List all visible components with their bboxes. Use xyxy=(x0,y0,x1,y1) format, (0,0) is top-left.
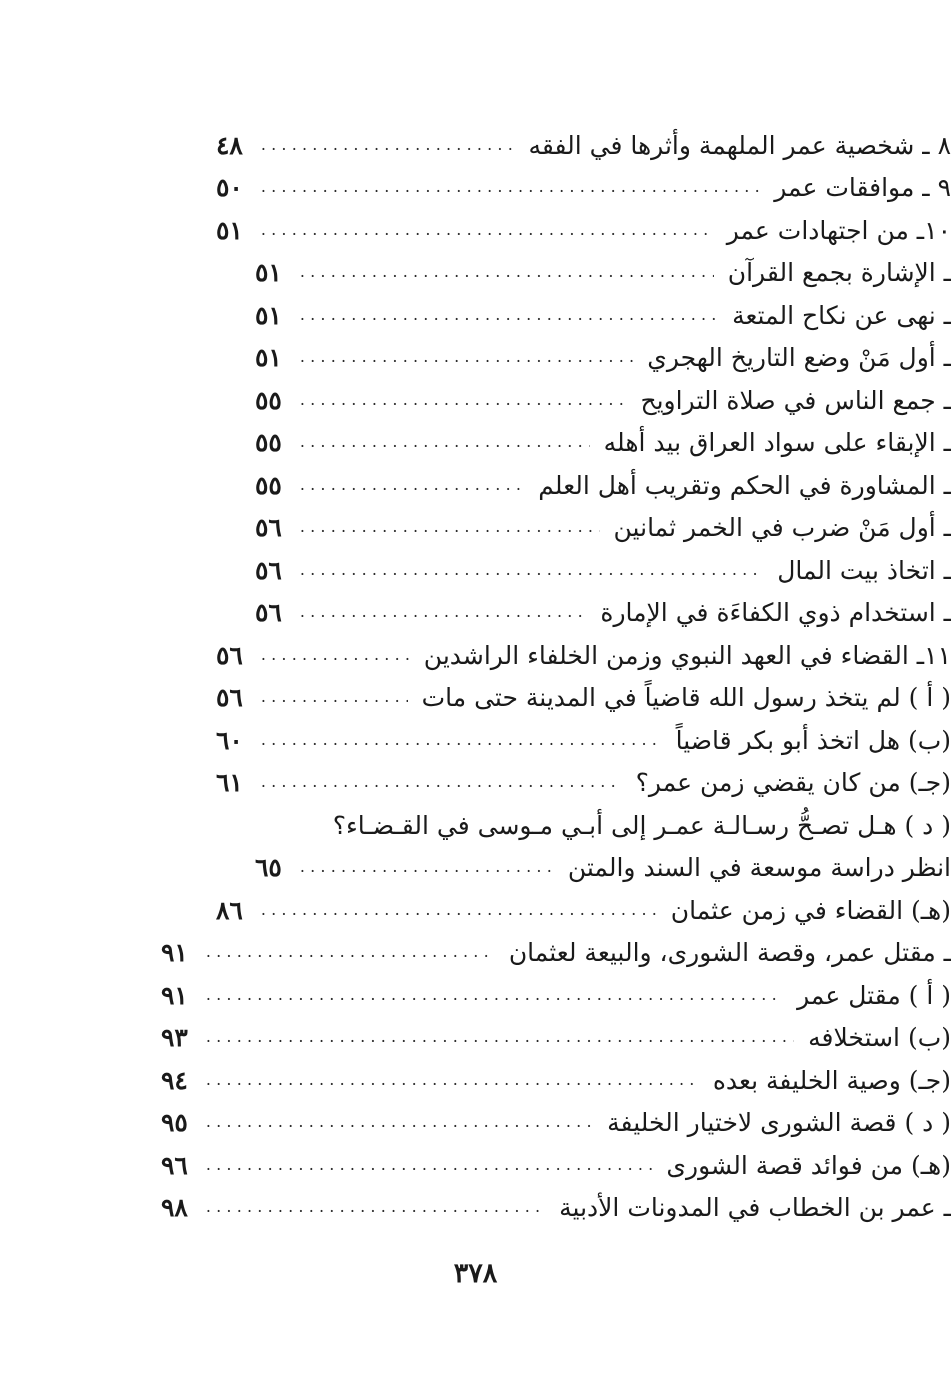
toc-entry-page: ٥٥ xyxy=(255,385,282,415)
toc-entry xyxy=(255,847,951,887)
leader-dots xyxy=(206,1112,593,1132)
toc-entry-title: ـ نهى عن نكاح المتعة xyxy=(732,300,951,330)
toc-entry-page: ٩١ xyxy=(161,980,188,1010)
toc-entry-page: ٥٥ xyxy=(255,427,282,457)
toc-entry xyxy=(161,932,951,972)
toc-entry-page: ٥٥ xyxy=(255,470,282,500)
toc-entry-title: ـ مقتل عمر، وقصة الشورى، والبيعة لعثمان xyxy=(508,937,951,967)
leader-dots xyxy=(300,517,600,537)
leader-dots xyxy=(206,942,495,962)
toc-entry-page: ٩١ xyxy=(161,937,188,967)
toc-entry-page: ٥١ xyxy=(216,215,243,245)
leader-dots xyxy=(300,475,524,495)
toc-entry-page: ٥٠ xyxy=(216,172,243,202)
toc-entry-title: ـ الإشارة بجمع القرآن xyxy=(727,257,951,287)
toc-entry-title: (جـ) وصية الخليفة بعده xyxy=(712,1065,951,1095)
toc-entry-title: ـ أول مَنْ وضع التاريخ الهجري xyxy=(647,342,951,372)
toc-entry xyxy=(216,677,951,717)
toc-entry xyxy=(161,1102,951,1142)
leader-dots xyxy=(261,135,515,155)
toc-entry xyxy=(255,550,951,590)
toc-entry-page: ٩٤ xyxy=(161,1065,188,1095)
toc-entry-title: ( د ) هـل تصـحُّ رسـالـة عمـر إلى أبـي مـوسى في القـضـاء؟ xyxy=(332,810,951,840)
toc-entry-page: ٥٦ xyxy=(255,512,282,542)
leader-dots xyxy=(300,347,633,367)
toc-entry-title: ـ جمع الناس في صلاة التراويح xyxy=(640,385,951,415)
toc-entry-page: ٦٠ xyxy=(216,725,243,755)
leader-dots xyxy=(261,730,662,750)
toc-entry xyxy=(161,1060,951,1100)
toc-entry-page: ٨٦ xyxy=(216,895,243,925)
leader-dots xyxy=(261,772,622,792)
toc-entry-title: ـ المشاورة في الحكم وتقريب أهل العلم xyxy=(538,470,951,500)
toc-entry-page: ٥٦ xyxy=(216,640,243,670)
toc-entry-title: ـ عمر بن الخطاب في المدونات الأدبية xyxy=(559,1192,951,1222)
leader-dots xyxy=(206,1197,545,1217)
toc-entry-page: ٩٣ xyxy=(161,1022,188,1052)
toc-entry-title: ـ الإبقاء على سواد العراق بيد أهله xyxy=(603,427,951,457)
toc-entry-title: ١٠ـ من اجتهادات عمر xyxy=(726,215,951,245)
toc-entry xyxy=(161,1145,951,1185)
leader-dots xyxy=(300,390,627,410)
toc-entry-title: (هـ) من فوائد قصة الشورى xyxy=(666,1150,951,1180)
toc-entry-title: (هـ) القضاء في زمن عثمان xyxy=(670,895,951,925)
toc-entry-title: ـ أول مَنْ ضرب في الخمر ثمانين xyxy=(613,512,951,542)
toc-entry-title: ( أ ) مقتل عمر xyxy=(797,980,951,1010)
toc-entry-page: ٩٨ xyxy=(161,1192,188,1222)
toc-entry xyxy=(216,720,951,760)
toc-entry-page: ٤٨ xyxy=(216,130,243,160)
toc-entry-page: ٥٦ xyxy=(255,555,282,585)
toc-entry xyxy=(161,1017,951,1057)
leader-dots xyxy=(300,305,718,325)
toc-entry-page: ٦١ xyxy=(216,767,243,797)
toc-entry xyxy=(216,890,951,930)
toc-entry xyxy=(255,380,951,420)
toc-entry xyxy=(216,210,951,250)
toc-entry-title: (ب) هل اتخذ أبو بكر قاضياً xyxy=(675,725,951,755)
toc-entry-title: (ب) استخلافه xyxy=(808,1022,951,1052)
leader-dots xyxy=(206,1070,699,1090)
toc-entry-page: ٥١ xyxy=(255,257,282,287)
page-number: ٣٧٨ xyxy=(453,1258,498,1289)
toc-entry-page: ٥٦ xyxy=(255,597,282,627)
toc-entry-page: ٥١ xyxy=(255,342,282,372)
toc-entry xyxy=(255,295,951,335)
toc-entry-title: (جـ) من كان يقضي زمن عمر؟ xyxy=(635,767,951,797)
leader-dots xyxy=(300,602,587,622)
toc-entry xyxy=(255,252,951,292)
leader-dots xyxy=(300,262,714,282)
toc-entry-title: ٨ ـ شخصية عمر الملهمة وأثرها في الفقه xyxy=(528,130,951,160)
leader-dots xyxy=(206,1027,794,1047)
toc-entry-page: ٩٦ xyxy=(161,1150,188,1180)
toc-entry xyxy=(161,1187,951,1227)
leader-dots xyxy=(300,560,763,580)
toc-entry xyxy=(161,975,951,1015)
toc-entry-page: ٦٥ xyxy=(255,852,282,882)
leader-dots xyxy=(206,1155,653,1175)
leader-dots xyxy=(300,857,554,877)
toc-entry xyxy=(216,805,951,845)
toc-entry xyxy=(255,465,951,505)
toc-entry-title: ـ اتخاذ بيت المال xyxy=(777,555,951,585)
toc-entry-page: ٥١ xyxy=(255,300,282,330)
toc-entry-page: ٥٦ xyxy=(216,682,243,712)
toc-entry-title: ( د ) قصة الشورى لاختيار الخليفة xyxy=(607,1107,951,1137)
toc-entry-title: ـ استخدام ذوي الكفاءَة في الإمارة xyxy=(600,597,951,627)
toc-entry xyxy=(255,592,951,632)
toc-entry-title: ٩ ـ موافقات عمر xyxy=(774,172,951,202)
leader-dots xyxy=(261,220,713,240)
leader-dots xyxy=(261,177,760,197)
toc-entry xyxy=(216,167,951,207)
toc-entry-page: ٩٥ xyxy=(161,1107,188,1137)
toc-entry-title: انظر دراسة موسعة في السند والمتن xyxy=(567,852,951,882)
toc-entry xyxy=(255,422,951,462)
toc-entry xyxy=(216,635,951,675)
toc-entry-title: ١١ـ القضاء في العهد النبوي وزمن الخلفاء الراشدين xyxy=(423,640,951,670)
toc-entry xyxy=(216,125,951,165)
leader-dots xyxy=(261,687,408,707)
toc-entry xyxy=(255,337,951,377)
leader-dots xyxy=(300,432,590,452)
leader-dots xyxy=(206,985,783,1005)
leader-dots xyxy=(261,900,657,920)
toc-entry-title: ( أ ) لم يتخذ رسول الله قاضياً في المدينة حتى مات xyxy=(421,682,951,712)
toc-entry xyxy=(216,762,951,802)
leader-dots xyxy=(261,645,410,665)
toc-entry xyxy=(255,507,951,547)
